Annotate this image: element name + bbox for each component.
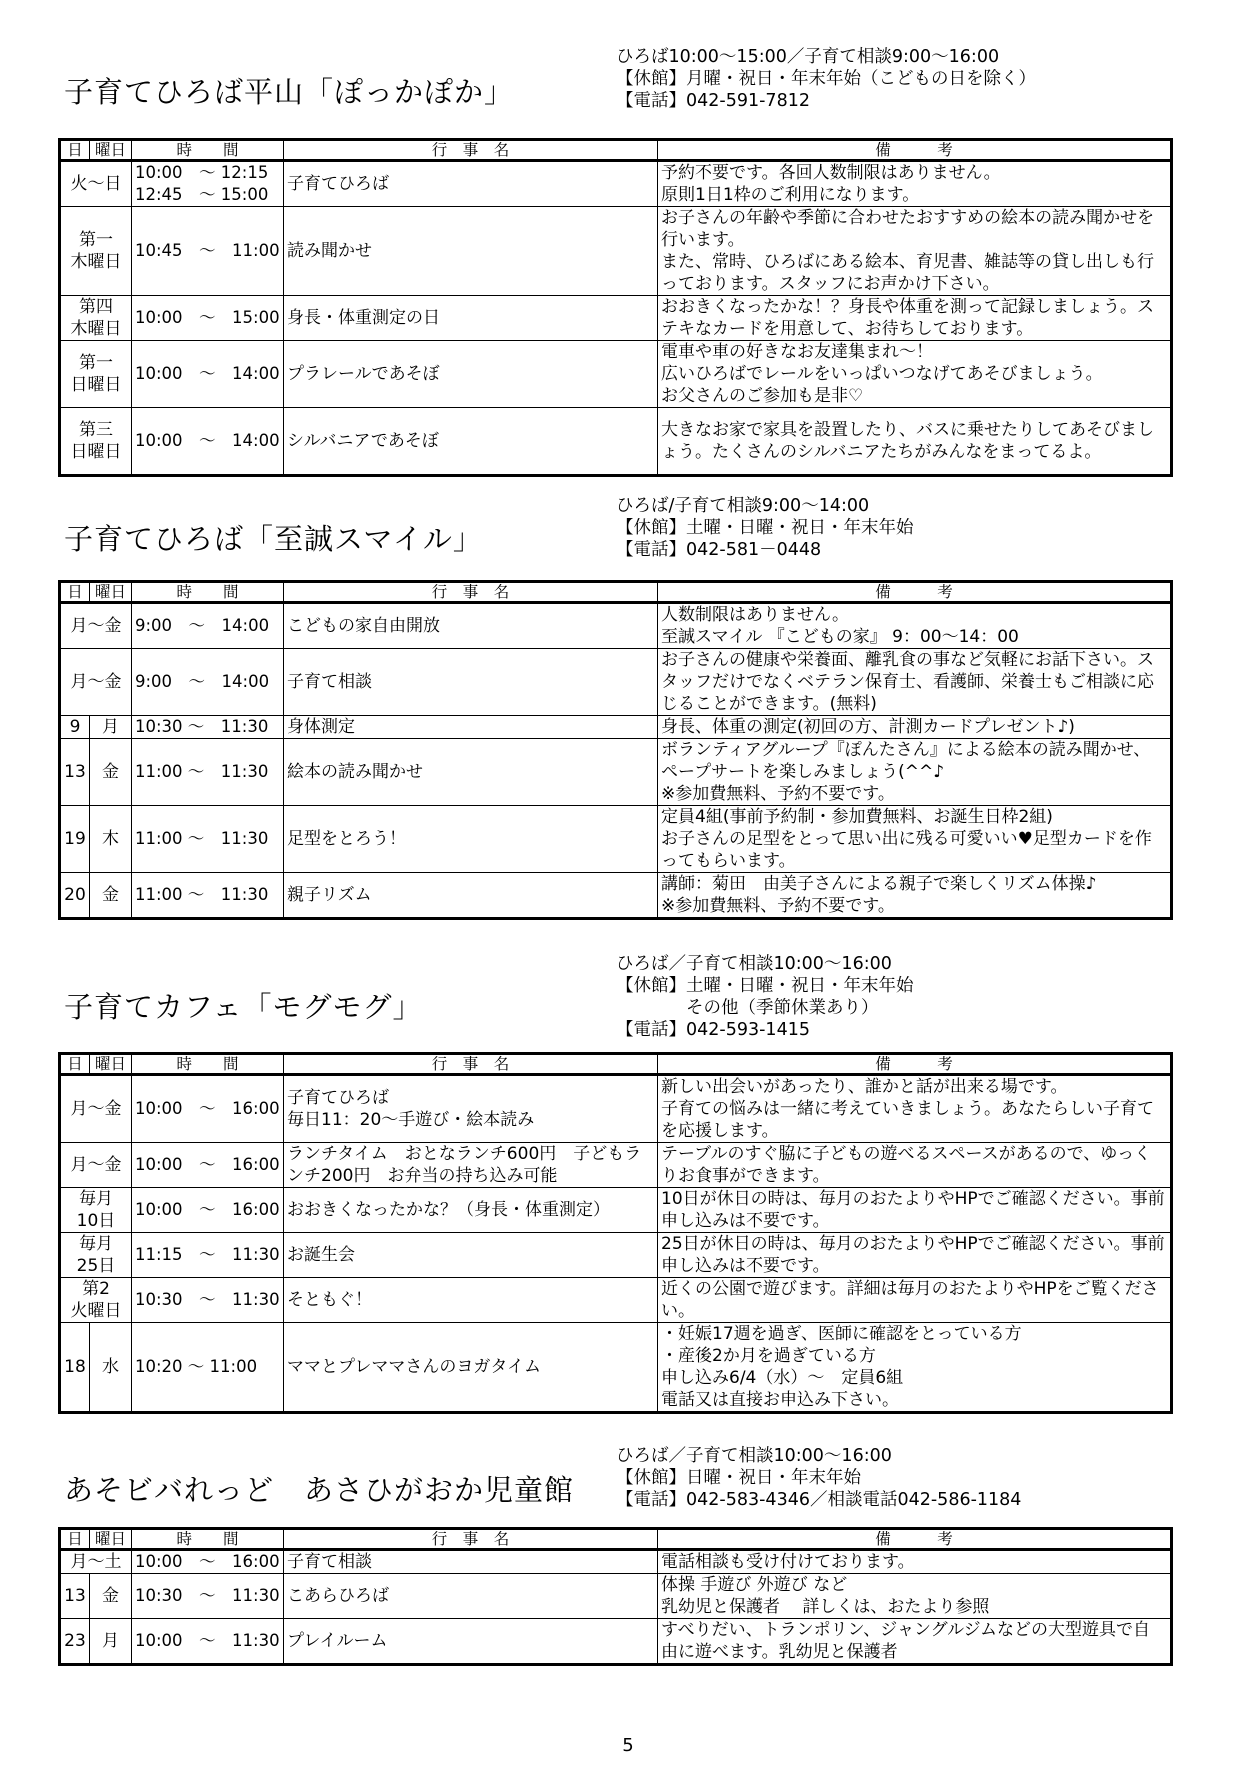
cell-event: シルバニアであそぼ [284, 408, 658, 476]
cell-weekday: 金 [90, 873, 132, 919]
cell-day: 月～金 [60, 1143, 132, 1188]
cell-note: 人数制限はありません。 至誠スマイル 『こどもの家』 9：00～14：00 [658, 603, 1172, 649]
section-title: 子育てひろば「至誠スマイル」 [64, 522, 483, 556]
cell-note: 予約不要です。各回人数制限はありません。 原則1日1枠のご利用になります。 [658, 161, 1172, 207]
cell-day: 月～金 [60, 649, 132, 716]
cell-note: 25日が休日の時は、毎月のおたよりやHPでご確認ください。事前申し込みは不要です。 [658, 1233, 1172, 1278]
cell-note: 電話相談も受け付けております。 [658, 1550, 1172, 1574]
section-title: 子育てひろば平山「ぽっかぽか」 [64, 75, 515, 109]
cell-day: 第一 日曜日 [60, 341, 132, 408]
cell-day: 第四 木曜日 [60, 296, 132, 341]
table-row [60, 873, 1172, 919]
cell-day: 第一 木曜日 [60, 207, 132, 296]
info-phone: 【電話】042-593-1415 [616, 1020, 810, 1040]
cell-note: 新しい出会いがあったり、誰かと話が出来る場です。 子育ての悩みは一緒に考えていきましょう。あなたらしい子育てを応援します。 [658, 1075, 1172, 1143]
info-hours: ひろば／子育て相談10:00～16:00 [616, 954, 892, 974]
header-event: 行 事 名 [284, 1054, 658, 1075]
cell-note: テーブルのすぐ脇に子どもの遊べるスペースがあるので、ゆっくりお食事ができます。 [658, 1143, 1172, 1188]
header-event: 行 事 名 [284, 140, 658, 161]
table-header-row [60, 582, 1172, 603]
header-note: 備 考 [658, 140, 1172, 161]
cell-note: お子さんの年齢や季節に合わせたおすすめの絵本の読み聞かせを行います。 また、常時、ひろばにある絵本、育児書、雑誌等の貸し出しも行っております。スタッフにお声かけ下さい。 [658, 207, 1172, 296]
cell-event: こあらひろば [284, 1574, 658, 1619]
cell-time: 11:00 ～ 11:30 [132, 873, 284, 919]
cell-day: 月～土 [60, 1550, 132, 1574]
cell-time: 10:30 ～ 11:30 [132, 1278, 284, 1323]
cell-day: 火～日 [60, 161, 132, 207]
cell-day: 18 [60, 1323, 90, 1413]
table-row [60, 1188, 1172, 1233]
cell-note: ・妊娠17週を過ぎ、医師に確認をとっている方 ・産後2か月を過ぎている方 申し込み6/4（水）～ 定員6組 電話又は直接お申込み下さい。 [658, 1323, 1172, 1413]
table-row [60, 603, 1172, 649]
header-time: 時 間 [132, 1054, 284, 1075]
cell-day: 月～金 [60, 603, 132, 649]
cell-event: ママとプレママさんのヨガタイム [284, 1323, 658, 1413]
cell-weekday: 金 [90, 1574, 132, 1619]
cell-event: 子育てひろば 毎日11：20～手遊び・絵本読み [284, 1075, 658, 1143]
header-weekday: 曜日 [90, 582, 132, 603]
cell-time: 10:00 ～ 16:00 [132, 1188, 284, 1233]
page-number: 5 [622, 1735, 634, 1756]
cell-event: 子育て相談 [284, 1550, 658, 1574]
cell-note: お子さんの健康や栄養面、離乳食の事など気軽にお話下さい。スタッフだけでなくベテラン保育士、看護師、栄養士もご相談に応じることができます。(無料) [658, 649, 1172, 716]
cell-weekday: 月 [90, 716, 132, 739]
header-weekday: 曜日 [90, 1054, 132, 1075]
info-phone: 【電話】042-583-4346／相談電話042-586-1184 [616, 1490, 1022, 1510]
cell-event: プラレールであそぼ [284, 341, 658, 408]
cell-note: おおきくなったかな！？身長や体重を測って記録しましょう。ステキなカードを用意して、お待ちしております。 [658, 296, 1172, 341]
table-row [60, 1233, 1172, 1278]
info-other: その他（季節休業あり） [616, 998, 879, 1018]
header-note: 備 考 [658, 1054, 1172, 1075]
cell-note: 10日が休日の時は、毎月のおたよりやHPでご確認ください。事前申し込みは不要です。 [658, 1188, 1172, 1233]
cell-time: 10:00 ～ 16:00 [132, 1075, 284, 1143]
table-row [60, 161, 1172, 207]
cell-note: 講師：菊田 由美子さんによる親子で楽しくリズム体操♪ ※参加費無料、予約不要です。 [658, 873, 1172, 919]
header-day: 日 [60, 140, 90, 161]
cell-event: ランチタイム おとなランチ600円 子どもランチ200円 お弁当の持ち込み可能 [284, 1143, 658, 1188]
cell-note: 大きなお家で家具を設置したり、バスに乗せたりしてあそびましょう。たくさんのシルバニアたちがみんなをまってるよ。 [658, 408, 1172, 476]
header-day: 日 [60, 1529, 90, 1550]
cell-note: 体操 手遊び 外遊び など 乳幼児と保護者 詳しくは、おたより参照 [658, 1574, 1172, 1619]
cell-day: 毎月 10日 [60, 1188, 132, 1233]
cell-day: 13 [60, 739, 90, 806]
section-info [616, 953, 914, 1041]
cell-time: 10:00 ～ 11:30 [132, 1619, 284, 1665]
cell-time: 9:00 ～ 14:00 [132, 649, 284, 716]
cell-event: こどもの家自由開放 [284, 603, 658, 649]
table-row [60, 1278, 1172, 1323]
header-weekday: 曜日 [90, 1529, 132, 1550]
section-info [616, 46, 1036, 112]
cell-weekday: 水 [90, 1323, 132, 1413]
cell-event: そともぐ！ [284, 1278, 658, 1323]
cell-day: 毎月 25日 [60, 1233, 132, 1278]
cell-event: おおきくなったかな？（身長・体重測定） [284, 1188, 658, 1233]
cell-weekday: 金 [90, 739, 132, 806]
table-row [60, 806, 1172, 873]
info-hours: ひろば/子育て相談9:00～14:00 [616, 496, 870, 516]
cell-event: 足型をとろう！ [284, 806, 658, 873]
cell-day: 20 [60, 873, 90, 919]
cell-event: 読み聞かせ [284, 207, 658, 296]
cell-time: 10:30 ～ 11:30 [132, 1574, 284, 1619]
cell-weekday: 木 [90, 806, 132, 873]
table-row [60, 408, 1172, 476]
section-title: あそビバれっど あさひがおか児童館 [64, 1473, 575, 1507]
cell-day: 13 [60, 1574, 90, 1619]
table-row [60, 1619, 1172, 1665]
info-hours: ひろば10:00～15:00／子育て相談9:00～16:00 [616, 47, 1000, 67]
cell-event: 親子リズム [284, 873, 658, 919]
table-row [60, 1574, 1172, 1619]
cell-time: 10:00 ～ 16:00 [132, 1143, 284, 1188]
cell-time: 11:00 ～ 11:30 [132, 806, 284, 873]
header-time: 時 間 [132, 140, 284, 161]
cell-time: 10:00 ～ 16:00 [132, 1550, 284, 1574]
table-header-row [60, 140, 1172, 161]
section-title: 子育てカフェ「モグモグ」 [64, 990, 423, 1024]
header-event: 行 事 名 [284, 582, 658, 603]
table-row [60, 1143, 1172, 1188]
schedule-table [58, 1527, 1173, 1666]
cell-note: 身長、体重の測定(初回の方、計測カードプレゼント♪) [658, 716, 1172, 739]
header-day: 日 [60, 1054, 90, 1075]
cell-time: 9:00 ～ 14:00 [132, 603, 284, 649]
table-row [60, 1550, 1172, 1574]
header-note: 備 考 [658, 582, 1172, 603]
section-info [616, 495, 914, 561]
cell-event: お誕生会 [284, 1233, 658, 1278]
schedule-table [58, 1052, 1173, 1414]
cell-note: 定員4組(事前予約制・参加費無料、お誕生日枠2組) お子さんの足型をとって思い出に残る可愛いい♥足型カードを作ってもらいます。 [658, 806, 1172, 873]
cell-event: 子育て相談 [284, 649, 658, 716]
cell-day: 第2 火曜日 [60, 1278, 132, 1323]
cell-time: 10:00 ～ 15:00 [132, 296, 284, 341]
header-note: 備 考 [658, 1529, 1172, 1550]
table-row [60, 1323, 1172, 1413]
table-row [60, 1075, 1172, 1143]
header-event: 行 事 名 [284, 1529, 658, 1550]
table-row [60, 207, 1172, 296]
table-row [60, 739, 1172, 806]
header-day: 日 [60, 582, 90, 603]
schedule-table [58, 138, 1173, 477]
info-hours: ひろば／子育て相談10:00～16:00 [616, 1446, 892, 1466]
cell-note: 電車や車の好きなお友達集まれ～！ 広いひろばでレールをいっぱいつなげてあそびましょう。 お父さんのご参加も是非♡ [658, 341, 1172, 408]
info-closed: 【休館】土曜・日曜・祝日・年末年始 [616, 976, 914, 996]
cell-time: 10:20 ～ 11:00 [132, 1323, 284, 1413]
cell-event: 絵本の読み聞かせ [284, 739, 658, 806]
cell-event: 身体測定 [284, 716, 658, 739]
header-time: 時 間 [132, 582, 284, 603]
header-weekday: 曜日 [90, 140, 132, 161]
info-closed: 【休館】日曜・祝日・年末年始 [616, 1468, 861, 1488]
cell-note: 近くの公園で遊びます。詳細は毎月のおたよりやHPをご覧ください。 [658, 1278, 1172, 1323]
table-header-row [60, 1054, 1172, 1075]
table-row [60, 341, 1172, 408]
cell-note: ボランティアグループ『ぽんたさん』による絵本の読み聞かせ、ペープサートを楽しみましょう(^^♪ ※参加費無料、予約不要です。 [658, 739, 1172, 806]
info-phone: 【電話】042-581－0448 [616, 540, 822, 560]
table-header-row [60, 1529, 1172, 1550]
cell-day: 月～金 [60, 1075, 132, 1143]
cell-time: 10:45 ～ 11:00 [132, 207, 284, 296]
table-row [60, 296, 1172, 341]
cell-time: 10:00 ～ 14:00 [132, 408, 284, 476]
cell-day: 19 [60, 806, 90, 873]
cell-event: 子育てひろば [284, 161, 658, 207]
cell-time: 11:00 ～ 11:30 [132, 739, 284, 806]
cell-day: 23 [60, 1619, 90, 1665]
schedule-table [58, 580, 1173, 920]
header-time: 時 間 [132, 1529, 284, 1550]
table-row [60, 649, 1172, 716]
cell-day: 9 [60, 716, 90, 739]
cell-time: 11:15 ～ 11:30 [132, 1233, 284, 1278]
info-closed: 【休館】土曜・日曜・祝日・年末年始 [616, 518, 914, 538]
cell-event: プレイルーム [284, 1619, 658, 1665]
cell-time: 10:00 ～ 12:15 12:45 ～ 15:00 [132, 161, 284, 207]
table-row [60, 716, 1172, 739]
cell-note: すべりだい、トランポリン、ジャングルジムなどの大型遊具で自由に遊べます。乳幼児と保護者 [658, 1619, 1172, 1665]
cell-time: 10:00 ～ 14:00 [132, 341, 284, 408]
cell-time: 10:30 ～ 11:30 [132, 716, 284, 739]
cell-weekday: 月 [90, 1619, 132, 1665]
cell-event: 身長・体重測定の日 [284, 296, 658, 341]
info-closed: 【休館】月曜・祝日・年末年始（こどもの日を除く） [616, 69, 1036, 89]
section-info [616, 1445, 1021, 1511]
cell-day: 第三 日曜日 [60, 408, 132, 476]
info-phone: 【電話】042-591-7812 [616, 91, 810, 111]
